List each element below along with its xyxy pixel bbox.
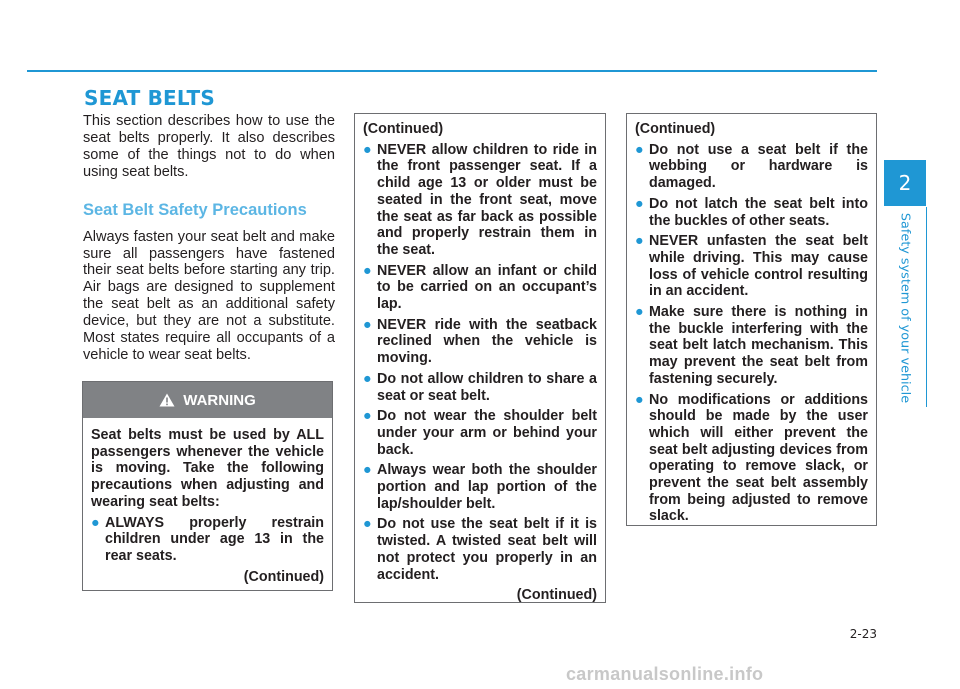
precaution-item <box>363 408 597 458</box>
chapter-title: Safety system of your vehicle <box>897 212 913 404</box>
precaution-item <box>363 263 597 313</box>
bullet-icon: ● <box>363 462 372 479</box>
precaution-item <box>363 317 597 367</box>
precaution-item <box>635 233 868 300</box>
precaution-item-text: Do not use a seat belt if the webbing or hardware is damaged. <box>649 141 868 192</box>
precaution-item <box>635 142 868 192</box>
watermark: carmanualsonline.info <box>566 664 764 684</box>
warning-label: WARNING <box>183 391 256 409</box>
precaution-item <box>363 516 597 583</box>
warning-triangle-icon <box>159 393 175 407</box>
precaution-item <box>363 142 597 259</box>
precaution-list-2 <box>635 142 868 525</box>
precaution-list-1 <box>363 142 597 584</box>
continued-box-1-body <box>355 114 605 604</box>
continued-box-2 <box>626 113 877 526</box>
precaution-item-text: NEVER ride with the seatback reclined when the vehicle is moving. <box>377 316 597 367</box>
warning-header <box>83 382 332 418</box>
header-rule <box>27 70 877 72</box>
precaution-item <box>635 304 868 388</box>
bullet-icon: ● <box>363 316 372 333</box>
warning-box <box>82 381 333 591</box>
precaution-item-text: Do not allow children to share a seat or seat belt. <box>377 370 597 404</box>
bullet-icon: ● <box>363 516 372 533</box>
bullet-icon: ● <box>91 514 100 531</box>
precaution-item-text: Always wear both the shoulder portion and lap portion of the lap/shoulder belt. <box>377 462 597 512</box>
warning-continued: (Continued) <box>243 568 324 585</box>
section-title: SEAT BELTS <box>84 86 215 110</box>
precautions-paragraph: Always fasten your seat belt and make sure all passengers have fastened their seat belts before starting any trip. Air bags are designed to supplement the seat belt as an additional safety device, but they are not a substitute. Most states require all occupants of a vehicle to wear seat belts. <box>83 228 335 363</box>
warning-item-text: ALWAYS properly restrain children under age 13 in the rear seats. <box>105 514 324 564</box>
bullet-icon: ● <box>363 408 372 425</box>
intro-column <box>83 113 335 364</box>
intro-paragraph: This section describes how to use the seat belts properly. It also describes some of the things not to do when using seat belts. <box>83 113 335 180</box>
precaution-item <box>635 392 868 526</box>
continued-box-2-body <box>627 114 876 525</box>
bullet-icon: ● <box>635 141 644 158</box>
precaution-item-text: NEVER allow an infant or child to be carried on an occupant’s lap. <box>377 262 597 313</box>
precautions-heading: Seat Belt Safety Precautions <box>83 200 307 219</box>
bullet-icon: ● <box>635 304 644 321</box>
precaution-item <box>363 462 597 512</box>
precaution-item-text: Make sure there is nothing in the buckle interfering with the seat belt latch mechanism. This may prevent the seat belt from fastening securely. <box>649 304 868 387</box>
chapter-number: 2 <box>898 171 912 195</box>
continued-tail: (Continued) <box>516 587 597 604</box>
precaution-item-text: NEVER allow children to ride in the front passenger seat. If a child age 13 or older must be seated in the front seat, move the seat as far back as possible and properly restrain them in the seat. <box>377 141 597 258</box>
precaution-item <box>635 196 868 229</box>
chapter-rule <box>926 207 927 407</box>
warning-list <box>91 515 324 565</box>
bullet-icon: ● <box>635 195 644 212</box>
bullet-icon: ● <box>363 141 372 158</box>
bullet-icon: ● <box>635 233 644 250</box>
warning-lead: Seat belts must be used by ALL passengers whenever the vehicle is moving. Take the following precautions when adjusting and wearing seat belts: <box>91 427 324 510</box>
continued-lead: (Continued) <box>363 121 444 137</box>
warning-item <box>91 515 324 565</box>
warning-body <box>83 418 332 585</box>
precaution-item-text: No modifications or additions should be made by the user which will either prevent the seat belt adjusting devices from operating to remove slack, or prevent the seat belt assembly from being adjusted to remove slack. <box>649 391 868 525</box>
bullet-icon: ● <box>363 262 372 279</box>
precaution-item-text: NEVER unfasten the seat belt while driving. This may cause loss of vehicle control resulting in an accident. <box>649 233 868 300</box>
precaution-item-text: Do not use the seat belt if it is twisted. A twisted seat belt will not protect you properly in an accident. <box>377 516 597 583</box>
bullet-icon: ● <box>363 370 372 387</box>
precaution-item <box>363 371 597 404</box>
continued-box-1 <box>354 113 606 603</box>
continued-lead: (Continued) <box>635 121 716 137</box>
precaution-item-text: Do not wear the shoulder belt under your arm or behind your back. <box>377 408 597 458</box>
bullet-icon: ● <box>635 391 644 408</box>
page-number: 2-23 <box>849 627 877 641</box>
chapter-tab[interactable] <box>884 160 926 206</box>
precaution-item-text: Do not latch the seat belt into the buckles of other seats. <box>649 195 868 229</box>
